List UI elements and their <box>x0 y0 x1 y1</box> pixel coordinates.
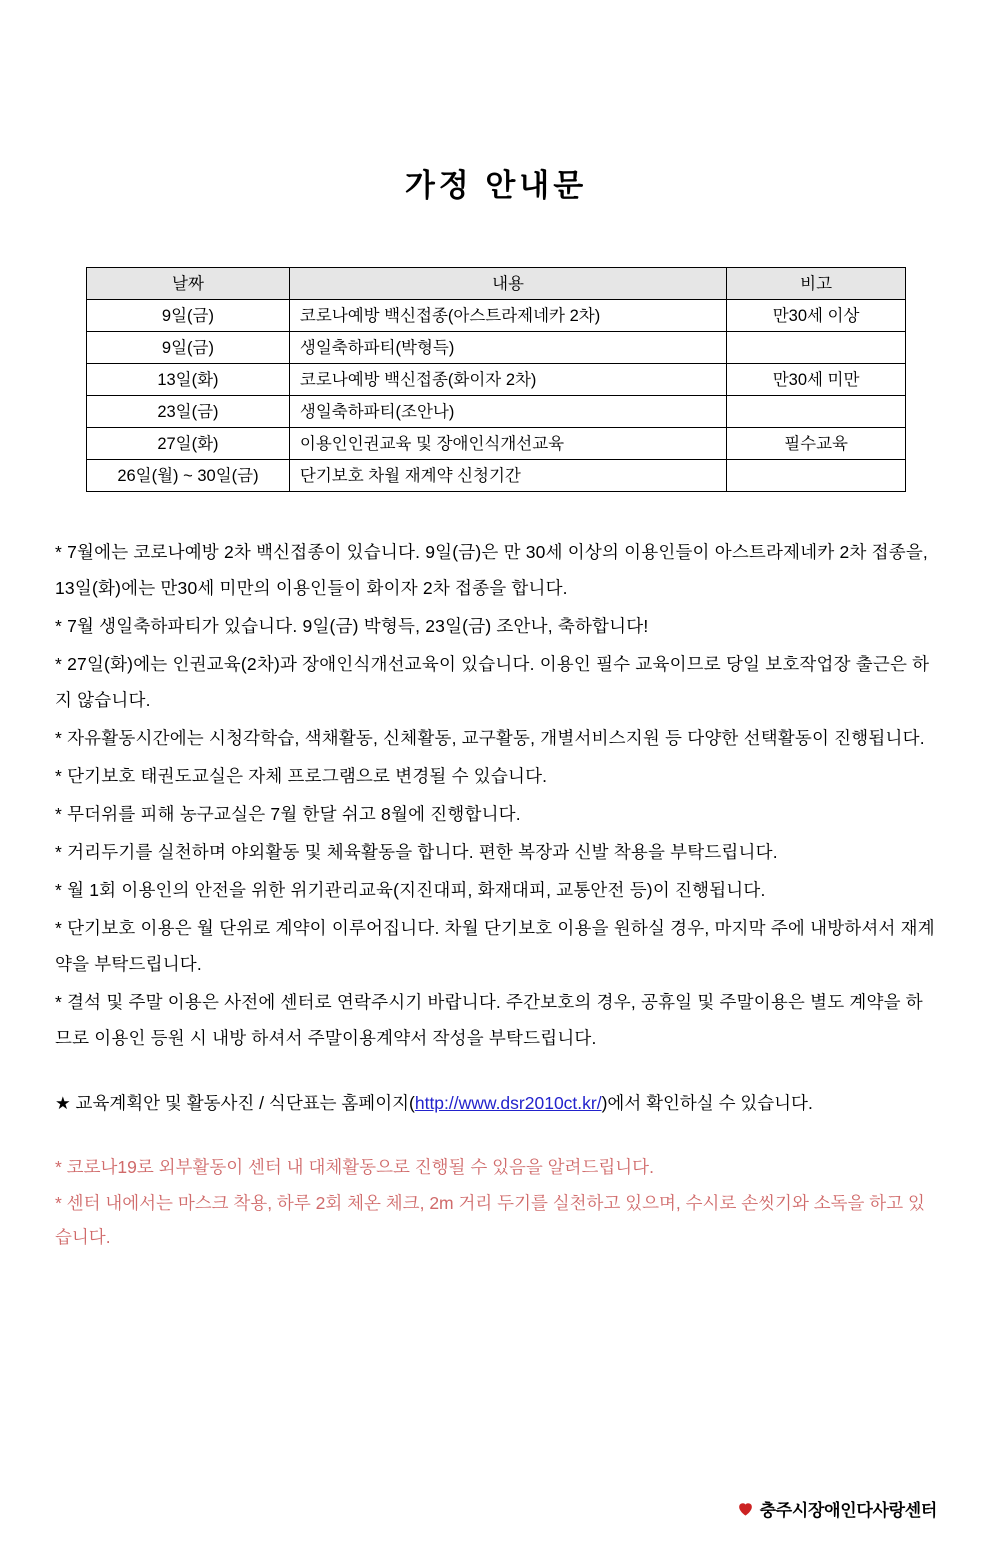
notice-paragraph: * 단기보호 이용은 월 단위로 계약이 이루어집니다. 차월 단기보호 이용을 원하실 경우, 마지막 주에 내방하셔서 재계약을 부탁드립니다. <box>55 918 935 974</box>
table-header-row <box>87 268 906 300</box>
cell-date: 26일(월) ~ 30일(금) <box>87 460 290 492</box>
cell-note <box>727 460 906 492</box>
notice-paragraph: * 자유활동시간에는 시청각학습, 색채활동, 신체활동, 교구활동, 개별서비스지원 등 다양한 선택활동이 진행됩니다. <box>55 728 925 748</box>
notice-paragraph: * 7월 생일축하파티가 있습니다. 9일(금) 박형득, 23일(금) 조안나, 축하합니다! <box>55 616 649 636</box>
heart-icon <box>736 1499 755 1518</box>
notice-body <box>55 534 937 1056</box>
document-page <box>0 160 992 1563</box>
cell-date: 9일(금) <box>87 332 290 364</box>
table-row <box>87 428 906 460</box>
column-header-note: 비고 <box>727 268 906 300</box>
cell-date: 9일(금) <box>87 300 290 332</box>
schedule-table <box>86 267 906 492</box>
homepage-note-line <box>55 1086 937 1120</box>
homepage-note-prefix: ★ 교육계획안 및 활동사진 / 식단표는 홈페이지( <box>55 1093 415 1113</box>
column-header-date: 날짜 <box>87 268 290 300</box>
cell-date: 27일(화) <box>87 428 290 460</box>
cell-content: 생일축하파티(박형득) <box>289 332 726 364</box>
cell-note: 만30세 이상 <box>727 300 906 332</box>
cell-note: 필수교육 <box>727 428 906 460</box>
notice-paragraph: * 7월에는 코로나예방 2차 백신접종이 있습니다. 9일(금)은 만 30세 이상의 이용인들이 아스트라제네카 2차 접종을, 13일(화)에는 만30세 미만의 이용인들이 화이자 2차 접종을 합니다. <box>55 542 928 598</box>
column-header-content: 내용 <box>289 268 726 300</box>
notice-paragraph: * 27일(화)에는 인권교육(2차)과 장애인식개선교육이 있습니다. 이용인 필수 교육이므로 당일 보호작업장 출근은 하지 않습니다. <box>55 654 930 710</box>
schedule-table-wrapper <box>55 267 937 492</box>
homepage-link[interactable]: http://www.dsr2010ct.kr/ <box>414 1093 602 1113</box>
cell-note <box>727 396 906 428</box>
cell-note: 만30세 미만 <box>727 364 906 396</box>
organization-name: 충주시장애인다사랑센터 <box>759 1501 937 1520</box>
notice-paragraph: * 무더위를 피해 농구교실은 7월 한달 쉬고 8월에 진행합니다. <box>55 804 521 824</box>
cell-content: 이용인인권교육 및 장애인식개선교육 <box>289 428 726 460</box>
table-row <box>87 300 906 332</box>
cell-note <box>727 332 906 364</box>
table-row <box>87 364 906 396</box>
cell-date: 23일(금) <box>87 396 290 428</box>
table-row <box>87 332 906 364</box>
homepage-note-suffix: )에서 확인하실 수 있습니다. <box>601 1093 813 1113</box>
notice-paragraph: * 월 1회 이용인의 안전을 위한 위기관리교육(지진대피, 화재대피, 교통안전 등)이 진행됩니다. <box>55 880 766 900</box>
table-row <box>87 396 906 428</box>
table-row <box>87 460 906 492</box>
cell-date: 13일(화) <box>87 364 290 396</box>
cell-content: 단기보호 차월 재계약 신청기간 <box>289 460 726 492</box>
notice-paragraph: * 결석 및 주말 이용은 사전에 센터로 연락주시기 바랍니다. 주간보호의 경우, 공휴일 및 주말이용은 별도 계약을 하므로 이용인 등원 시 내방 하셔서 주말이용계약서 작성을 부탁드립니다. <box>55 992 923 1048</box>
covid-warning-line: * 코로나19로 외부활동이 센터 내 대체활동으로 진행될 수 있음을 알려드립니다. <box>55 1157 654 1177</box>
covid-warning-block <box>55 1150 937 1254</box>
covid-warning-line: * 센터 내에서는 마스크 착용, 하루 2회 체온 체크, 2m 거리 두기를 실천하고 있으며, 수시로 손씻기와 소독을 하고 있습니다. <box>55 1193 925 1247</box>
cell-content: 코로나예방 백신접종(아스트라제네카 2차) <box>289 300 726 332</box>
notice-paragraph: * 거리두기를 실천하며 야외활동 및 체육활동을 합니다. 편한 복장과 신발 착용을 부탁드립니다. <box>55 842 778 862</box>
cell-content: 코로나예방 백신접종(화이자 2차) <box>289 364 726 396</box>
footer-logo <box>736 1496 937 1521</box>
cell-content: 생일축하파티(조안나) <box>289 396 726 428</box>
page-title: 가정 안내문 <box>404 168 588 203</box>
notice-paragraph: * 단기보호 태권도교실은 자체 프로그램으로 변경될 수 있습니다. <box>55 766 548 786</box>
